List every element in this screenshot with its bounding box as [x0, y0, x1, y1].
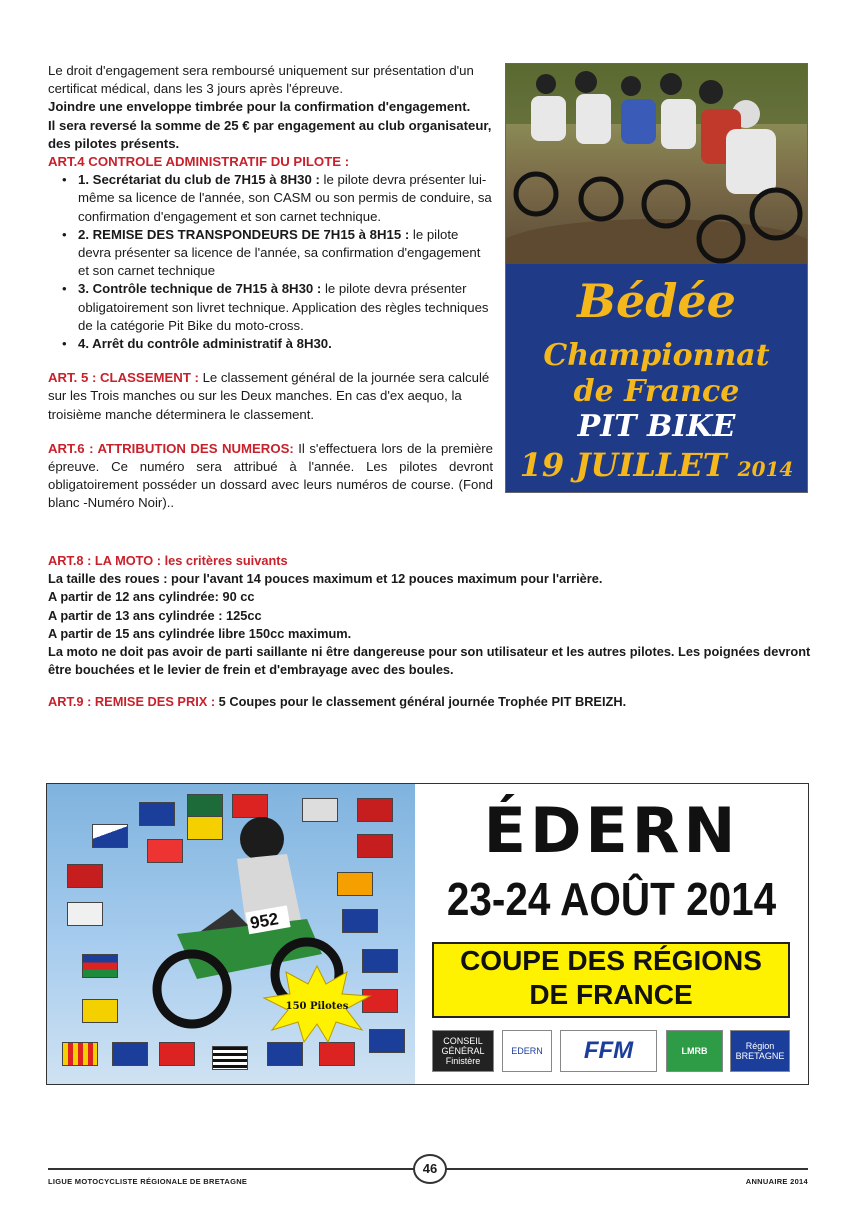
art8-line: La moto ne doit pas avoir de parti saillante ni être dangereuse pour son utilisateur et les autres pilotes. Les poignées devront être bouchées et le levier de frein et d'embrayage avec des boules.	[48, 644, 811, 678]
art4-title: ART.4 CONTROLE ADMINISTRATIF DU PILOTE :	[48, 154, 350, 170]
burst-label: 150 Pilotes	[285, 1001, 349, 1012]
art4-item: • 1. Secrétariat du club de 7H15 à 8H30 : le pilote devra présenter lui-même sa licence de l'année, son CASM ou son permis de conduire, sa confirmation d'engagement et son carnet technique.	[62, 171, 493, 226]
bedee-poster	[505, 63, 808, 493]
page-number: 46	[413, 1154, 447, 1184]
intro-payment: Il sera reversé la somme de 25 € par engagement au club organisateur, des pilotes présents.	[48, 117, 492, 151]
footer-annuaire: ANNUAIRE 2014	[745, 1177, 808, 1186]
art8-title: ART.8 : LA MOTO : les critères suivants	[48, 553, 288, 568]
art9-title: ART.9 : REMISE DES PRIX :	[48, 694, 216, 710]
banner-dates: 23-24 AOÛT 2014	[446, 873, 777, 925]
rules-fullwidth	[48, 552, 818, 712]
ffm-logo: FFM	[560, 1030, 657, 1072]
art6-title: ART.6 : ATTRIBUTION DES NUMEROS:	[48, 440, 294, 456]
rules-column	[48, 62, 493, 513]
sponsor-logos	[432, 1030, 802, 1074]
riders-illustration	[506, 64, 807, 264]
art5-title: ART. 5 : CLASSEMENT :	[48, 370, 199, 386]
flag-icon	[112, 1042, 148, 1066]
art6-paragraph: ART.6 : ATTRIBUTION DES NUMEROS: Il s'effectuera lors de la première épreuve. Ce numéro sera attribué à l'année. Les pilotes devront obligatoirement posséder un dossard avec leurs numéros de course. (Fond blanc -Numéro Noir)..	[48, 440, 494, 511]
flag-icon	[92, 824, 128, 848]
art8-line: A partir de 12 ans cylindrée: 90 cc	[48, 589, 255, 605]
art9-paragraph: ART.9 : REMISE DES PRIX : 5 Coupes pour le classement général journée Trophée PIT BREIZH.	[48, 694, 627, 710]
intro-envelope: Joindre une enveloppe timbrée pour la confirmation d'engagement.	[48, 99, 471, 115]
event-box: COUPE DES RÉGIONS DE FRANCE	[432, 942, 790, 1018]
art8-line: A partir de 13 ans cylindrée : 125cc	[48, 607, 262, 623]
bike-number: 952	[248, 909, 280, 933]
flag-icon	[369, 1029, 405, 1053]
starburst-icon	[262, 964, 372, 1044]
region-bretagne-logo: Région BRETAGNE	[730, 1030, 790, 1072]
flag-icon	[159, 1042, 195, 1066]
edern-banner	[46, 783, 809, 1085]
flag-icon	[267, 1042, 303, 1066]
poster-date: 19 JUILLET 2014	[519, 446, 794, 484]
poster-line2: de France	[573, 374, 740, 409]
flag-icon	[82, 999, 118, 1023]
banner-town: ÉDERN	[483, 794, 740, 867]
lmrb-logo: LMRB	[666, 1030, 723, 1072]
edern-logo: EDERN	[502, 1030, 552, 1072]
flag-icon	[67, 902, 103, 926]
flag-icon	[62, 1042, 98, 1066]
poster-line3: PIT BIKE	[577, 409, 736, 444]
flag-icon	[319, 1042, 355, 1066]
regional-flags-panel	[47, 784, 415, 1084]
art4-item: • 3. Contrôle technique de 7H15 à 8H30 : le pilote devra présenter obligatoirement son livret technique. Application des règles techniques de la catégorie Pit Bike du moto-cross.	[62, 280, 493, 335]
art5-paragraph: ART. 5 : CLASSEMENT : Le classement général de la journée sera calculé sur les Trois manches ou sur les Deux manches. En cas d'ex aequo, la troisième manche déterminera le classement.	[48, 370, 490, 422]
art4-item: • 4. Arrêt du contrôle administratif à 8H30.	[62, 335, 493, 353]
flag-icon	[82, 954, 118, 978]
poster-town: Bédée	[577, 274, 736, 328]
poster-line1: Championnat	[543, 338, 770, 373]
flag-icon	[67, 864, 103, 888]
flag-icon	[212, 1046, 248, 1070]
intro-refund: Le droit d'engagement sera remboursé uniquement sur présentation d'un certificat médical, dans les 3 jours après l'épreuve.	[48, 63, 474, 97]
finistere-logo: CONSEIL GÉNÉRAL Finistère	[432, 1030, 494, 1072]
art8-line: A partir de 15 ans cylindrée libre 150cc maximum.	[48, 625, 352, 641]
page-footer	[48, 1161, 808, 1192]
footer-league: LIGUE MOTOCYCLISTE RÉGIONALE DE BRETAGNE	[48, 1177, 248, 1186]
art8-line: La taille des roues : pour l'avant 14 pouces maximum et 12 pouces maximum pour l'arrière.	[48, 571, 603, 587]
motocross-photo	[506, 64, 807, 264]
art4-list	[48, 171, 493, 353]
art4-item: • 2. REMISE DES TRANSPONDEURS DE 7H15 à 8H15 : le pilote devra présenter sa licence de l'année, sa confirmation d'engagement et son carnet technique	[62, 226, 493, 281]
